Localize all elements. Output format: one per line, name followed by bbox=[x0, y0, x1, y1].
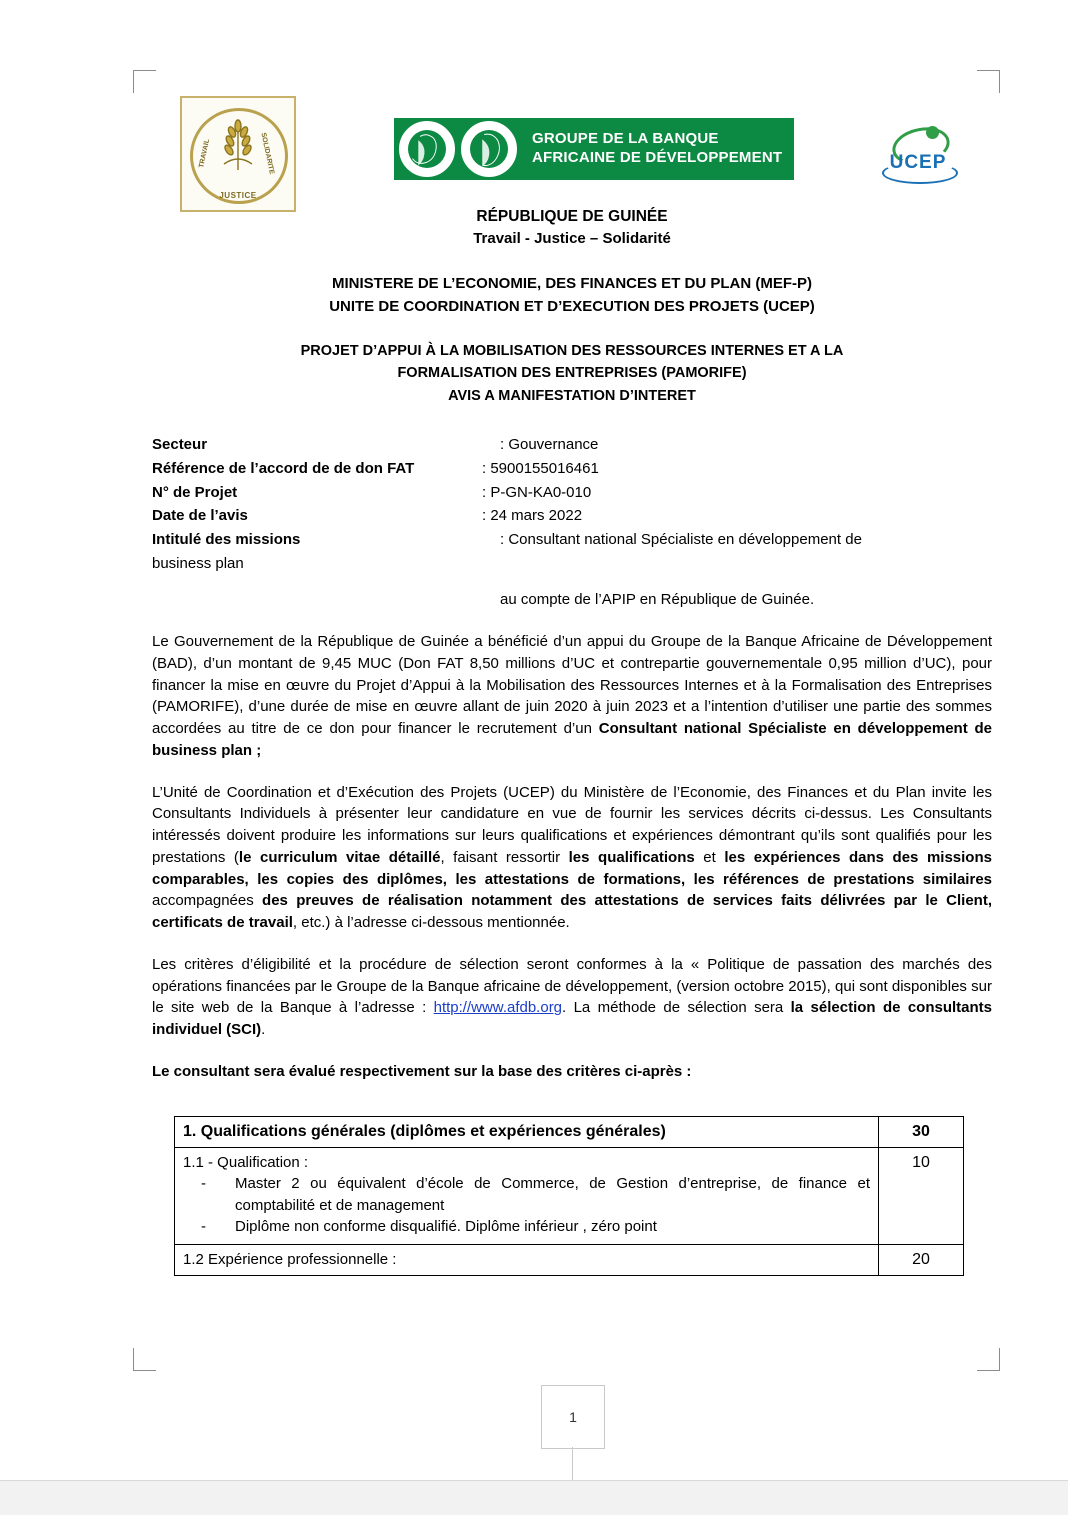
meta-label-projet: N° de Projet bbox=[152, 483, 238, 501]
ministry-block bbox=[152, 273, 992, 318]
paragraph-invitation-experiences: les expériences dans des missions comparables, les copies des diplômes, les attestations de formations, les références de prestations similaires bbox=[152, 848, 992, 888]
afdb-logo-line1: GROUPE DE LA BANQUE bbox=[532, 130, 719, 148]
meta-row-projet bbox=[152, 481, 992, 505]
logo-row bbox=[152, 88, 992, 206]
meta-row-secteur bbox=[152, 433, 992, 457]
notice-meta-block bbox=[152, 433, 992, 611]
meta-row-mission bbox=[152, 528, 992, 552]
paragraph-invitation-preuves: des preuves de réalisation notamment des attestations de services faits délivrées par le Client, certificats de travail bbox=[152, 892, 992, 932]
paragraph-financement-role: Consultant national Spécialiste en développement de business plan ; bbox=[152, 720, 993, 759]
table-row-section bbox=[175, 1116, 964, 1147]
motto-solidarite: SOLIDARITE bbox=[258, 132, 275, 175]
ucep-logo bbox=[870, 126, 966, 184]
meta-label-reference: Référence de l’accord de de don FAT bbox=[152, 460, 415, 478]
ministry-line-1: MINISTERE DE L’ECONOMIE, DES FINANCES ET DU PLAN (MEF-P) bbox=[331, 275, 813, 292]
paragraph-eligibilite bbox=[152, 954, 992, 1041]
paragraph-invitation-e: et bbox=[694, 848, 725, 866]
footer-divider bbox=[572, 1447, 573, 1480]
afdb-emblem-icon-1 bbox=[398, 120, 456, 178]
meta-label-date: Date de l’avis bbox=[152, 507, 248, 525]
table-row-experience bbox=[175, 1245, 964, 1276]
criteria-intro: Le consultant sera évalué respectivement sur la base des critères ci-après : bbox=[152, 1062, 692, 1080]
meta-label-mission: Intitulé des missions bbox=[152, 531, 301, 549]
meta-value-projet: : P-GN-KA0-010 bbox=[482, 483, 592, 501]
paragraph-eligibilite-d: . bbox=[261, 1021, 266, 1039]
ucep-arc-icon bbox=[882, 162, 958, 184]
paragraph-invitation-a: L’Unité de Coordination et d’Exécution des Projets (UCEP) du Ministère de l’Economie, des Finances et du Plan invite les Consultants Individuels à présenter leur candidature en vue de fournir les services décrits ci-dessus. Les Consultants intéressés doivent produire les informations sur leurs qualifications et expériences démontrant qu’ils sont qualifiés pour les prestations ( bbox=[152, 783, 992, 866]
criteria-qualification-label: 1.1 - Qualification : bbox=[183, 1153, 309, 1171]
paragraph-invitation-g: accompagnées bbox=[152, 892, 263, 910]
afdb-website-link[interactable]: http://www.afdb.org bbox=[433, 999, 563, 1017]
afdb-logo-text bbox=[532, 130, 782, 168]
meta-label-secteur: Secteur bbox=[152, 436, 208, 454]
paragraph-invitation-c: , faisant ressortir bbox=[440, 848, 569, 866]
paragraph-invitation-qualifications: les qualifications bbox=[568, 848, 695, 866]
meta-value-date: : 24 mars 2022 bbox=[482, 507, 583, 525]
motto-travail: TRAVAIL bbox=[198, 138, 212, 169]
paragraph-eligibilite-methode: la sélection de consultants individuel (SCI) bbox=[152, 999, 993, 1039]
criteria-qualification-list bbox=[183, 1173, 870, 1238]
meta-mission-continuation: business plan bbox=[152, 554, 244, 572]
afdb-emblem-icon-2 bbox=[460, 120, 518, 178]
republic-title: RÉPUBLIQUE DE GUINÉE bbox=[476, 208, 668, 225]
page-number: 1 bbox=[541, 1385, 605, 1449]
table-row-qualification bbox=[175, 1147, 964, 1244]
criteria-qualification-cell bbox=[175, 1147, 879, 1244]
meta-row-reference bbox=[152, 457, 992, 481]
meta-value-mission: : Consultant national Spécialiste en développement de bbox=[500, 531, 862, 549]
motto-justice: JUSTICE bbox=[219, 191, 257, 200]
project-title-block bbox=[152, 340, 992, 407]
ucep-logo-text: UCEP bbox=[889, 152, 947, 173]
criteria-section-score: 30 bbox=[879, 1116, 964, 1147]
ucep-dot-icon bbox=[926, 126, 939, 139]
project-title-line-2: FORMALISATION DES ENTREPRISES (PAMORIFE) bbox=[397, 365, 747, 382]
list-item: - Master 2 ou équivalent d’école de Commerce, de Gestion d’entreprise, de finance et comptabilité et de management bbox=[235, 1173, 870, 1217]
viewer-bottom-bar bbox=[0, 1480, 1068, 1515]
ministry-line-2: UNITE DE COORDINATION ET D’EXECUTION DES PROJETS (UCEP) bbox=[329, 297, 815, 315]
criteria-experience-score: 20 bbox=[879, 1245, 964, 1276]
criteria-experience-label: 1.2 Expérience professionnelle : bbox=[175, 1245, 879, 1276]
meta-row-date bbox=[152, 504, 992, 528]
paragraph-eligibilite-a: Les critères d’éligibilité et la procédure de sélection seront conformes à la « Politique de passation des marchés des opérations financées par le Groupe de la Banque africaine de développement, (version octobre 2015), qui sont disponibles sur le site web de la Banque à l’adresse : bbox=[152, 955, 992, 1017]
paragraph-eligibilite-b: . La méthode de sélection sera bbox=[562, 999, 791, 1017]
crop-mark-bottom-left bbox=[133, 1348, 156, 1371]
paragraph-invitation-cv: le curriculum vitae détaillé bbox=[238, 848, 441, 866]
list-item: - Diplôme non conforme disqualifié. Diplôme inférieur , zéro point bbox=[235, 1216, 870, 1238]
meta-mission-tail: au compte de l’APIP en République de Guinée. bbox=[500, 590, 815, 608]
republic-motto: Travail - Justice – Solidarité bbox=[473, 230, 671, 247]
meta-value-secteur: : Gouvernance bbox=[500, 436, 599, 454]
criteria-qualification-score: 10 bbox=[879, 1147, 964, 1244]
document-content bbox=[152, 88, 992, 1276]
notice-type-line: AVIS A MANIFESTATION D’INTERET bbox=[448, 387, 696, 404]
afdb-logo-line2: AFRICAINE DE DÉVELOPPEMENT bbox=[532, 149, 783, 166]
paragraph-financement bbox=[152, 631, 992, 762]
meta-value-reference: : 5900155016461 bbox=[482, 460, 599, 478]
crop-mark-bottom-right bbox=[977, 1348, 1000, 1371]
paragraph-invitation bbox=[152, 782, 992, 934]
guinea-coat-of-arms-logo bbox=[180, 96, 296, 212]
paragraph-invitation-i: , etc.) à l’adresse ci-dessous mentionnée. bbox=[292, 914, 570, 932]
criteria-table bbox=[174, 1116, 964, 1276]
paragraph-financement-text: Le Gouvernement de la République de Guinée a bénéficié d’un appui du Groupe de la Banque Africaine de Développement (BAD), d’un montant de 9,45 MUC (Don FAT 8,50 millions d’UC et contrepartie gouvernementale 0,95 million d’UC), pour financer la mise en œuvre du Projet d’Appui à la Mobilisation des Ressources Internes et à la Formalisation des Entreprises (PAMORIFE), d’une durée de mise en œuvre allant de juin 2020 à juin 2023 et a l’intention d’utiliser une partie des sommes accordées au titre de ce don pour financer le recrutement d’un bbox=[152, 633, 992, 738]
afdb-logo bbox=[394, 118, 794, 180]
wheat-emblem-icon bbox=[212, 110, 264, 176]
project-title-line-1: PROJET D’APPUI À LA MOBILISATION DES RESSOURCES INTERNES ET A LA bbox=[300, 343, 844, 359]
criteria-section-title: 1. Qualifications générales (diplômes et expériences générales) bbox=[175, 1116, 879, 1147]
